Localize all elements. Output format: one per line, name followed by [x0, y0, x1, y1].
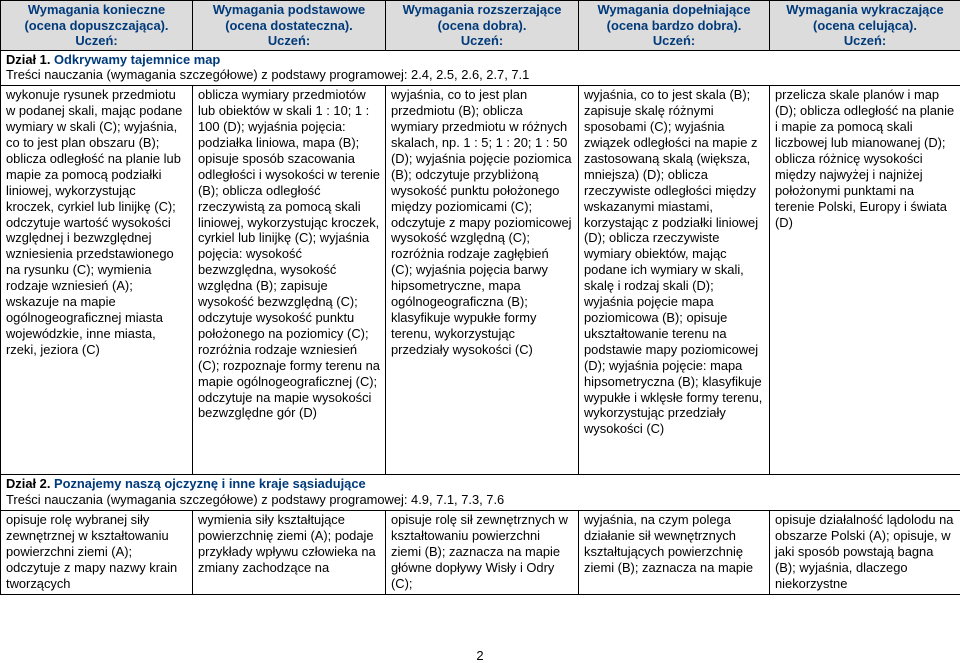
section-header-2 — [1, 475, 960, 511]
header-cell-konieczne — [1, 1, 193, 51]
header-student: Uczeń: — [581, 33, 767, 49]
cell-podstawowe: oblicza wymiary przedmiotów lub obiektów w skali 1 : 10; 1 : 100 (D); wyjaśnia pojęcia: podziałka liniowa, mapa (B); opisuje sposób szacowania odległości i wysokości w terenie (B); oblicza odległość rzeczywistą za pomocą skali liniowej, wykorzystując kroczek, cyrkiel lub linijkę (C); wyjaśnia pojęcia: wysokość bezwzględna, wysokość względna (B); zapisuje wysokość bezwzględną (C); odczytuje wysokość punktu położonego na poziomicy (C); rozróżnia rodzaje wzniesień (C); rozpoznaje formy terenu na mapie ogólnogeograficznej (C); odczytuje na mapie wysokości bezwzględne gór (D) — [193, 86, 386, 475]
section-title — [6, 476, 955, 492]
header-row — [1, 1, 960, 51]
section-header-row — [1, 50, 960, 86]
cell-dopelniajace: wyjaśnia, co to jest skala (B); zapisuje skalę różnymi sposobami (C); wyjaśnia związek odległości na mapie z zastosowaną skalą (większa, mniejsza) (D); oblicza rzeczywiste odległości między wskazanymi miastami, korzystając z podziałki liniowej (D); oblicza rzeczywiste wymiary obiektów, mając podane ich wymiary w skali, skalę i rodzaj skali (D); wyjaśnia pojęcie mapa poziomicowa (B); opisuje ukształtowanie terenu na podstawie mapy poziomicowej (D); wyjaśnia pojęcie: mapa hipsometryczna (B); klasyfikuje wypukłe i wklęsłe formy terenu, wykorzystując przedziały wysokości (C) — [579, 86, 770, 475]
requirements-row — [1, 86, 960, 475]
header-title: Wymagania konieczne — [3, 2, 190, 18]
section-title — [6, 52, 955, 68]
cell-podstawowe: wymienia siły kształtujące powierzchnię ziemi (A); podaje przykłady wpływu człowieka na zmiany zachodzące na — [193, 511, 386, 595]
cell-dopelniajace: wyjaśnia, na czym polega działanie sił wewnętrznych kształtujących powierzchnię ziemi (B); zaznacza na mapie — [579, 511, 770, 595]
section-number: Dział 2. — [6, 476, 50, 491]
page-number: 2 — [0, 648, 960, 663]
cell-konieczne: opisuje rolę wybranej siły zewnętrznej w kształtowaniu powierzchni ziemi (A); odczytuje z mapy nazwy krain tworzących — [1, 511, 193, 595]
section-subtitle: Treści nauczania (wymagania szczegółowe) z podstawy programowej: 2.4, 2.5, 2.6, 2.7, 7.1 — [6, 67, 955, 83]
header-cell-rozszerzajace — [386, 1, 579, 51]
header-student: Uczeń: — [772, 33, 958, 49]
header-cell-wykraczajace — [770, 1, 960, 51]
header-grade: (ocena dopuszczająca). — [3, 18, 190, 34]
cell-rozszerzajace: opisuje rolę sił zewnętrznych w kształtowaniu powierzchni ziemi (B); zaznacza na mapie główne dopływy Wisły i Odry (C); — [386, 511, 579, 595]
header-cell-dopelniajace — [579, 1, 770, 51]
header-grade: (ocena bardzo dobra). — [581, 18, 767, 34]
section-subtitle: Treści nauczania (wymagania szczegółowe) z podstawy programowej: 4.9, 7.1, 7.3, 7.6 — [6, 492, 955, 508]
header-title: Wymagania dopełniające — [581, 2, 767, 18]
header-title: Wymagania wykraczające — [772, 2, 958, 18]
section-header-1 — [1, 50, 960, 86]
cell-rozszerzajace: wyjaśnia, co to jest plan przedmiotu (B); oblicza wymiary przedmiotu w różnych skalach, np. 1 : 5; 1 : 20; 1 : 50 (D); wyjaśnia pojęcie poziomica (B); odczytuje przybliżoną wysokość punktu położonego między poziomicami (C); odczytuje z mapy poziomicowej wysokość względną (C); rozróżnia rodzaje zagłębień (C); wyjaśnia pojęcia barwy hipsometryczne, mapa ogólnogeograficzna (B); klasyfikuje wypukłe formy terenu, wykorzystując przedziały wysokości (C) — [386, 86, 579, 475]
section-name: Odkrywamy tajemnice map — [54, 52, 220, 67]
cell-konieczne: wykonuje rysunek przedmiotu w podanej skali, mając podane wymiary w skali (C); wyjaśnia, co to jest plan obszaru (B); oblicza odległość na planie lub mapie za pomocą podziałki liniowej, wykorzystując kroczek, cyrkiel lub linijkę (C); odczytuje wartość wysokości względnej i bezwzględnej wzniesienia przedstawionego na rysunku (C); wymienia rodzaje wzniesień (A); wskazuje na mapie ogólnogeograficznej miasta wojewódzkie, inne miasta, rzeki, jeziora (C) — [1, 86, 193, 475]
header-student: Uczeń: — [388, 33, 576, 49]
cell-wykraczajace: opisuje działalność lądolodu na obszarze Polski (A); opisuje, w jaki sposób powstają bagna (B); wyjaśnia, dlaczego niekorzystne — [770, 511, 960, 595]
cell-wykraczajace: przelicza skale planów i map (D); oblicza odległość na planie i mapie za pomocą skali liczbowej lub mianowanej (D); oblicza różnicę wysokości między najwyżej i najniżej położonymi punktami na terenie Polski, Europy i świata (D) — [770, 86, 960, 475]
header-grade: (ocena dostateczna). — [195, 18, 383, 34]
header-student: Uczeń: — [195, 33, 383, 49]
header-grade: (ocena dobra). — [388, 18, 576, 34]
header-title: Wymagania rozszerzające — [388, 2, 576, 18]
requirements-row — [1, 511, 960, 595]
header-title: Wymagania podstawowe — [195, 2, 383, 18]
section-header-row — [1, 475, 960, 511]
section-name: Poznajemy naszą ojczyznę i inne kraje sąsiadujące — [54, 476, 366, 491]
header-grade: (ocena celująca). — [772, 18, 958, 34]
section-number: Dział 1. — [6, 52, 50, 67]
header-student: Uczeń: — [3, 33, 190, 49]
header-cell-podstawowe — [193, 1, 386, 51]
